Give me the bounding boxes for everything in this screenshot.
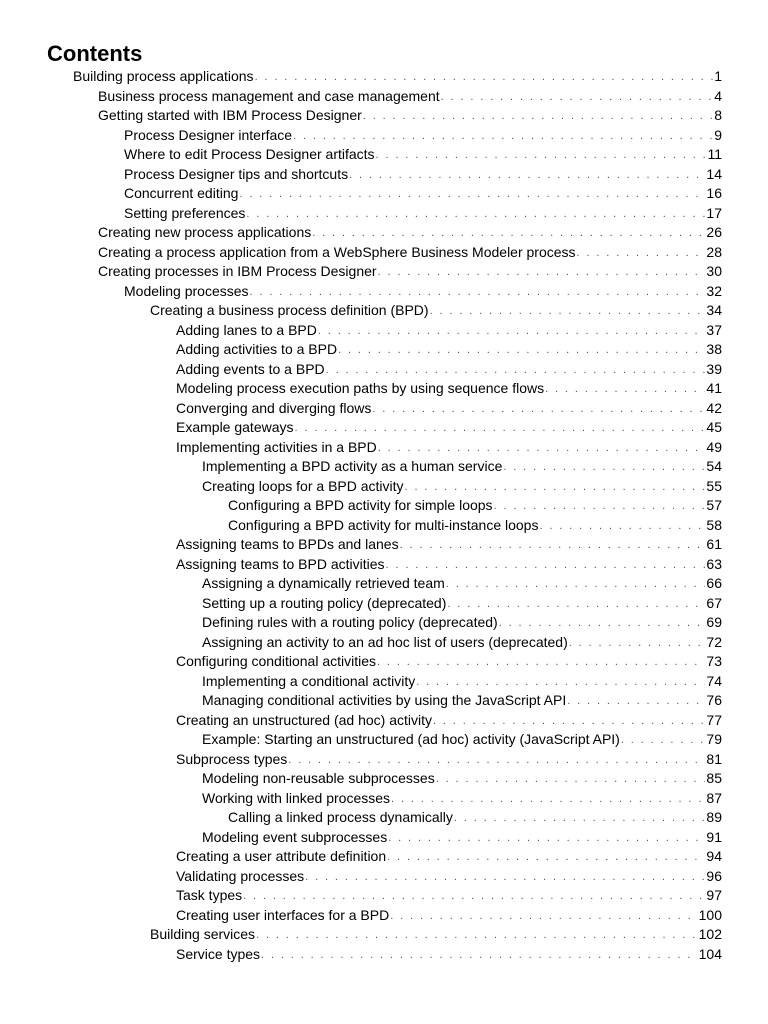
toc-entry-page-number[interactable]: 63 — [706, 555, 722, 572]
toc-entry[interactable] — [0, 165, 768, 185]
toc-entry[interactable] — [0, 184, 768, 204]
toc-entry[interactable] — [0, 711, 768, 731]
toc-entry-page-number[interactable]: 41 — [706, 380, 722, 396]
toc-entry[interactable] — [0, 925, 768, 945]
toc-entry-page-number[interactable]: 77 — [706, 711, 722, 728]
dot-leader — [433, 712, 705, 732]
toc-entry-page-number[interactable]: 54 — [706, 458, 722, 474]
toc-entry-title[interactable]: Adding activities to a BPD — [176, 341, 338, 357]
toc-entry-page-number[interactable]: 58 — [706, 516, 722, 533]
toc-entry-title[interactable]: Creating processes in IBM Process Designer — [98, 263, 377, 279]
dot-leader — [430, 302, 706, 322]
dot-leader — [288, 751, 705, 771]
dot-leader — [377, 653, 705, 673]
toc-entry[interactable] — [0, 906, 768, 926]
toc-entry-title[interactable]: Process Designer interface — [124, 126, 293, 143]
dot-leader — [378, 263, 706, 283]
toc-entry-title[interactable]: Modeling processes — [124, 282, 249, 299]
toc-entry-page-number[interactable]: 17 — [706, 204, 722, 221]
toc-entry[interactable] — [0, 438, 768, 458]
dot-leader — [246, 205, 705, 225]
toc-entry-title[interactable]: Concurrent editing — [124, 185, 239, 201]
toc-entry-page-number[interactable]: 11 — [707, 146, 722, 162]
toc-entry[interactable] — [0, 633, 768, 653]
toc-entry-title[interactable]: Defining rules with a routing policy (deprecated) — [202, 614, 498, 630]
toc-entry[interactable] — [0, 750, 768, 770]
dot-leader — [326, 361, 706, 381]
toc-entry-title[interactable]: Configuring a BPD activity for multi-instance loops — [228, 516, 539, 533]
toc-entry[interactable] — [0, 106, 768, 126]
dot-leader — [539, 517, 705, 537]
toc-entry-page-number[interactable]: 28 — [706, 243, 722, 260]
toc-entry[interactable] — [0, 360, 768, 380]
toc-entry-title[interactable]: Setting preferences — [124, 204, 246, 221]
dot-leader — [441, 88, 714, 108]
toc-entry-page-number[interactable]: 94 — [706, 848, 722, 864]
toc-entry-title[interactable]: Creating user interfaces for a BPD — [176, 906, 390, 923]
toc-entry-page-number[interactable]: 30 — [706, 263, 722, 279]
toc-entry[interactable] — [0, 204, 768, 224]
toc-entry[interactable] — [0, 477, 768, 497]
toc-entry-page-number[interactable]: 96 — [706, 867, 722, 884]
dot-leader — [363, 107, 713, 127]
toc-entry[interactable] — [0, 457, 768, 477]
toc-entry-page-number[interactable]: 42 — [706, 399, 722, 416]
toc-entry-title[interactable]: Business process management and case management — [98, 87, 440, 104]
dot-leader — [391, 790, 705, 810]
toc-entry-title[interactable]: Process Designer tips and shortcuts — [124, 165, 349, 182]
toc-entry-title[interactable]: Creating new process applications — [98, 224, 312, 240]
toc-entry-page-number[interactable]: 55 — [706, 477, 722, 494]
dot-leader — [405, 478, 706, 498]
toc-entry-page-number[interactable]: 16 — [706, 185, 722, 201]
toc-entry[interactable] — [0, 535, 768, 555]
toc-entry[interactable] — [0, 574, 768, 594]
toc-entry-title[interactable]: Getting started with IBM Process Designer — [98, 107, 362, 123]
toc-entry-page-number[interactable]: 79 — [706, 731, 722, 747]
toc-entry[interactable] — [0, 321, 768, 341]
dot-leader — [349, 166, 705, 186]
toc-entry-page-number[interactable]: 74 — [706, 672, 722, 689]
toc-entry-title[interactable]: Configuring conditional activities — [176, 653, 376, 669]
toc-entry-title[interactable]: Implementing a BPD activity as a human service — [202, 458, 503, 474]
dot-leader — [390, 907, 697, 927]
toc-entry-page-number[interactable]: 91 — [706, 828, 722, 845]
toc-entry[interactable] — [0, 301, 768, 321]
toc-entry-title[interactable]: Calling a linked process dynamically — [228, 809, 453, 825]
toc-entry-title[interactable]: Assigning a dynamically retrieved team — [202, 575, 445, 591]
toc-entry-page-number[interactable]: 89 — [706, 809, 722, 825]
toc-entry-title[interactable]: Where to edit Process Designer artifacts — [124, 146, 375, 162]
toc-entry-page-number[interactable]: 45 — [706, 419, 722, 435]
toc-entry[interactable] — [0, 399, 768, 419]
toc-entry[interactable] — [0, 945, 768, 965]
toc-entry[interactable] — [0, 808, 768, 828]
toc-entry[interactable] — [0, 847, 768, 867]
dot-leader — [494, 497, 706, 517]
toc-entry-title[interactable]: Creating loops for a BPD activity — [202, 477, 404, 494]
dot-leader — [388, 829, 705, 849]
dot-leader — [372, 400, 705, 420]
toc-entry-page-number[interactable]: 39 — [706, 360, 722, 377]
toc-entry-page-number[interactable]: 67 — [706, 594, 722, 611]
toc-entry[interactable] — [0, 262, 768, 282]
toc-entry-title[interactable]: Converging and diverging flows — [176, 399, 372, 416]
toc-entry-page-number[interactable]: 61 — [706, 536, 722, 552]
toc-entry[interactable] — [0, 652, 768, 672]
toc-entry-title[interactable]: Task types — [176, 887, 243, 903]
toc-entry[interactable] — [0, 789, 768, 809]
toc-entry-title[interactable]: Managing conditional activities by using the JavaScript API — [202, 692, 567, 708]
dot-leader — [386, 556, 706, 576]
toc-entry[interactable] — [0, 730, 768, 750]
toc-entry[interactable] — [0, 555, 768, 575]
toc-entry-page-number[interactable]: 66 — [706, 575, 722, 591]
toc-entry-page-number[interactable]: 14 — [706, 165, 722, 182]
dot-leader — [387, 848, 705, 868]
dot-leader — [256, 926, 698, 946]
toc-entry-page-number[interactable]: 81 — [706, 750, 722, 767]
toc-entry-title[interactable]: Assigning teams to BPD activities — [176, 555, 385, 572]
dot-leader — [567, 692, 705, 712]
toc-entry-page-number[interactable]: 38 — [706, 341, 722, 357]
toc-entry-page-number[interactable]: 97 — [706, 887, 722, 903]
dot-leader — [293, 127, 713, 147]
toc-entry[interactable] — [0, 282, 768, 302]
toc-entry[interactable] — [0, 496, 768, 516]
toc-entry-title[interactable]: Creating an unstructured (ad hoc) activity — [176, 711, 433, 728]
toc-entry-title[interactable]: Subprocess types — [176, 750, 288, 767]
toc-entry-page-number[interactable]: 9 — [714, 126, 722, 143]
dot-leader — [577, 244, 706, 264]
toc-entry[interactable] — [0, 672, 768, 692]
dot-leader — [621, 731, 706, 751]
toc-entry-title[interactable]: Implementing activities in a BPD — [176, 438, 377, 455]
toc-entry-title[interactable]: Creating a business process definition (BPD) — [150, 302, 429, 318]
dot-leader — [447, 595, 705, 615]
dot-leader — [436, 770, 706, 790]
dot-leader — [378, 439, 706, 459]
toc-entry[interactable] — [0, 769, 768, 789]
toc-entry[interactable] — [0, 867, 768, 887]
toc-entry[interactable] — [0, 379, 768, 399]
toc-entry[interactable] — [0, 67, 768, 87]
toc-entry-title[interactable]: Validating processes — [176, 867, 305, 884]
toc-entry-page-number[interactable]: 69 — [706, 614, 722, 630]
toc-entry-page-number[interactable]: 34 — [706, 302, 722, 318]
toc-entry-title[interactable]: Building services — [150, 926, 256, 942]
toc-entry[interactable] — [0, 691, 768, 711]
toc-entry-page-number[interactable]: 73 — [706, 653, 722, 669]
dot-leader — [569, 634, 706, 654]
dot-leader — [239, 185, 705, 205]
page-title: Contents — [47, 41, 143, 66]
toc-entry[interactable] — [0, 243, 768, 263]
dot-leader — [338, 341, 705, 361]
toc-entry-title[interactable]: Creating a user attribute definition — [176, 848, 387, 864]
toc-entry-page-number[interactable]: 8 — [714, 107, 722, 123]
toc-entry-page-number[interactable]: 100 — [698, 906, 722, 923]
toc-entry-title[interactable]: Service types — [176, 945, 261, 962]
dot-leader — [295, 419, 706, 439]
toc-entry-title[interactable]: Modeling non-reusable subprocesses — [202, 770, 435, 786]
toc-entry[interactable] — [0, 223, 768, 243]
dot-leader — [261, 946, 698, 966]
toc-entry[interactable] — [0, 516, 768, 536]
toc-entry-page-number[interactable]: 104 — [698, 945, 722, 962]
dot-leader — [376, 146, 707, 166]
toc-entry-page-number[interactable]: 26 — [706, 224, 722, 240]
toc-entry[interactable] — [0, 828, 768, 848]
toc-entry-title[interactable]: Example gateways — [176, 419, 294, 435]
dot-leader — [545, 380, 705, 400]
toc-entry-title[interactable]: Modeling event subprocesses — [202, 828, 388, 845]
toc-entry-page-number[interactable]: 49 — [706, 438, 722, 455]
toc-entry-title[interactable]: Setting up a routing policy (deprecated) — [202, 594, 447, 611]
toc-entry-title[interactable]: Adding events to a BPD — [176, 360, 325, 377]
toc-entry-title[interactable]: Assigning teams to BPDs and lanes — [176, 536, 399, 552]
toc-entry[interactable] — [0, 418, 768, 438]
toc-list — [0, 67, 768, 964]
toc-entry[interactable] — [0, 145, 768, 165]
dot-leader — [312, 224, 705, 244]
toc-entry-page-number[interactable]: 76 — [706, 692, 722, 708]
dot-leader — [446, 575, 706, 595]
toc-entry[interactable] — [0, 126, 768, 146]
toc-entry-title[interactable]: Working with linked processes — [202, 789, 391, 806]
toc-entry-title[interactable]: Example: Starting an unstructured (ad hoc) activity (JavaScript API) — [202, 731, 620, 747]
dot-leader — [255, 68, 714, 88]
toc-entry-title[interactable]: Creating a process application from a WebSphere Business Modeler process — [98, 243, 576, 260]
toc-entry-title[interactable]: Adding lanes to a BPD — [176, 321, 317, 338]
toc-entry-page-number[interactable]: 102 — [698, 926, 722, 942]
toc-entry[interactable] — [0, 340, 768, 360]
dot-leader — [499, 614, 706, 634]
dot-leader — [416, 673, 705, 693]
toc-entry-title[interactable]: Modeling process execution paths by using sequence flows — [176, 380, 545, 396]
toc-entry[interactable] — [0, 594, 768, 614]
dot-leader — [250, 283, 706, 303]
dot-leader — [503, 458, 705, 478]
toc-entry[interactable] — [0, 87, 768, 107]
toc-entry-page-number[interactable]: 87 — [706, 789, 722, 806]
toc-entry-title[interactable]: Building process applications — [73, 68, 254, 84]
toc-entry-title[interactable]: Configuring a BPD activity for simple loops — [228, 497, 493, 513]
toc-entry-page-number[interactable]: 72 — [706, 633, 722, 650]
toc-entry[interactable] — [0, 886, 768, 906]
toc-entry-page-number[interactable]: 32 — [706, 282, 722, 299]
toc-entry[interactable] — [0, 613, 768, 633]
dot-leader — [318, 322, 706, 342]
toc-entry-page-number[interactable]: 57 — [706, 497, 722, 513]
dot-leader — [305, 868, 705, 888]
toc-entry-page-number[interactable]: 4 — [714, 87, 722, 104]
dot-leader — [400, 536, 706, 556]
toc-entry-page-number[interactable]: 85 — [706, 770, 722, 786]
toc-entry-page-number[interactable]: 1 — [714, 68, 722, 84]
toc-entry-title[interactable]: Assigning an activity to an ad hoc list of users (deprecated) — [202, 633, 568, 650]
dot-leader — [454, 809, 706, 829]
dot-leader — [243, 887, 705, 907]
toc-entry-title[interactable]: Implementing a conditional activity — [202, 672, 416, 689]
toc-entry-page-number[interactable]: 37 — [706, 321, 722, 338]
